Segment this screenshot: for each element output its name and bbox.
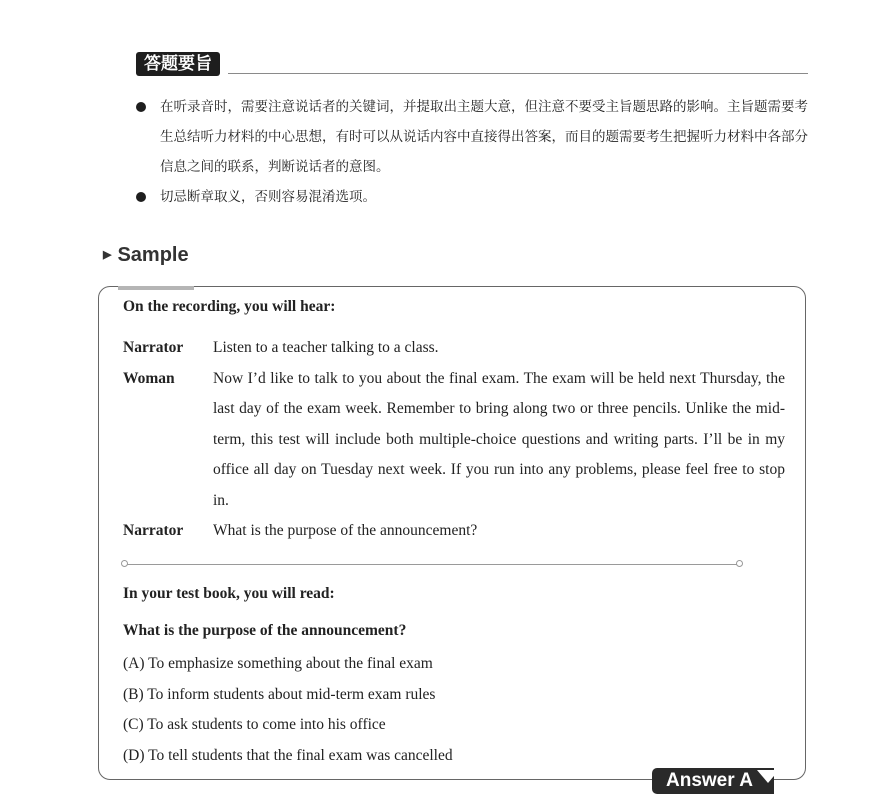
- divider-end-dot: [121, 560, 128, 567]
- tips-list: [134, 92, 814, 212]
- sample-heading: [103, 244, 189, 267]
- dialogue-text: What is the purpose of the announcement?: [213, 522, 478, 539]
- tip-item: [134, 92, 814, 182]
- option-a: (A) To emphasize something about the final exam: [123, 655, 433, 672]
- speaker-label: Narrator: [123, 522, 184, 539]
- section-rule: [228, 73, 808, 74]
- sample-box-tab: [118, 286, 194, 290]
- answer-arrow-icon: [757, 770, 779, 783]
- read-heading: In your test book, you will read:: [123, 585, 335, 602]
- speaker-label: Woman: [123, 369, 175, 387]
- options-list: [123, 649, 453, 771]
- option-c: (C) To ask students to come into his office: [123, 716, 386, 733]
- sample-heading-text: Sample: [117, 244, 189, 266]
- dialogue: [123, 333, 785, 547]
- triangle-right-icon: ▶: [103, 249, 112, 261]
- option-d: (D) To tell students that the final exam was cancelled: [123, 746, 453, 764]
- dialogue-text: Listen to a teacher talking to a class.: [213, 339, 439, 356]
- dialogue-text: Now I’d like to talk to you about the final exam. The exam will be held next Thursday, the last day of the exam week. Remember to bring along two or three pencils. Unlike the mid-term, this test will include both multiple-choice questions and writing parts. I’ll be in my office all day on Tuesday next week. If you run into any problems, please feel free to stop in.: [213, 369, 785, 509]
- answer-label: Answer A: [652, 768, 774, 794]
- hear-heading: On the recording, you will hear:: [123, 298, 336, 315]
- tip-item: [134, 182, 814, 212]
- section-tag: 答题要旨: [136, 52, 220, 76]
- dialogue-line: [123, 516, 785, 547]
- bullet-dot-icon: [136, 102, 146, 112]
- question-text: What is the purpose of the announcement?: [123, 622, 407, 639]
- divider-end-dot: [736, 560, 743, 567]
- speaker-label: Narrator: [123, 339, 184, 356]
- option-b: (B) To inform students about mid-term exam rules: [123, 685, 436, 703]
- tip-text: 在听录音时，需要注意说话者的关键词，并提取出主题大意，但注意不要受主旨题思路的影响。主旨题需要考生总结听力材料的中心思想，有时可以从说话内容中直接得出答案，而目的题需要考生把握听力材料中各部分信息之间的联系，判断说话者的意图。: [160, 99, 808, 175]
- dialogue-line: [123, 364, 785, 517]
- section-divider: [125, 564, 740, 565]
- tip-text: 切忌断章取义，否则容易混淆选项。: [160, 189, 376, 205]
- dialogue-line: [123, 333, 785, 364]
- bullet-dot-icon: [136, 192, 146, 202]
